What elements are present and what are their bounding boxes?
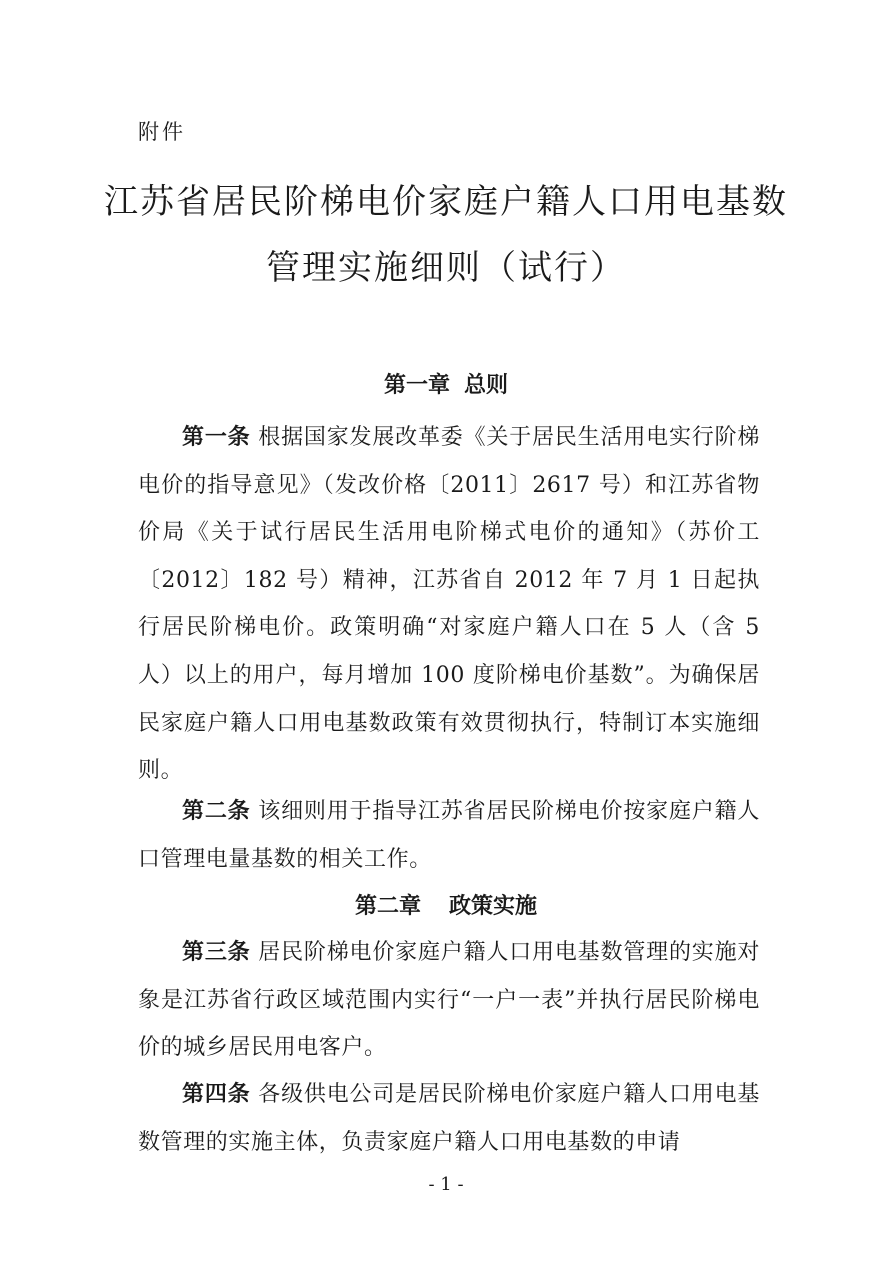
chapter-heading-2 [138,889,754,923]
article-3 [138,929,760,1072]
chapter-number: 第一章 [383,372,450,398]
document-title-line-2: 管理实施细则（试行） [266,248,626,288]
page-number: - 1 - [428,1174,464,1195]
article-text: 根据国家发展改革委《关于居民生活用电实行阶梯电价的指导意见》（发改价格〔2011〕2617 号）和江苏省物价局《关于试行居民生活用电阶梯式电价的通知》（苏价工〔2012〕182 号）精神，江苏省自 2012 年 7 月 1 日起执行居民阶梯电价。政策明确“对家庭户籍人口在 5 人（含 5 人）以上的用户，每月增加 100 度阶梯电价基数”。为确保居民家庭户籍人口用电基数政策有效贯彻执行，特制订本实施细则。 [138,425,760,784]
attachment-label: 附件 [138,120,186,144]
chapter-name: 总则 [464,372,509,398]
article-text: 该细则用于指导江苏省居民阶梯电价按家庭户籍人口管理电量基数的相关工作。 [138,799,760,872]
article-number: 第三条 [182,939,251,965]
article-text: 居民阶梯电价家庭户籍人口用电基数管理的实施对象是江苏省行政区域范围内实行“一户一表”并执行居民阶梯电价的城乡居民用电客户。 [138,940,760,1061]
article-4 [138,1071,760,1167]
article-text: 各级供电公司是居民阶梯电价家庭户籍人口用电基数管理的实施主体，负责家庭户籍人口用电基数的申请 [138,1082,760,1155]
article-number: 第四条 [182,1081,251,1107]
article-2 [138,788,760,883]
chapter-name: 政策实施 [449,893,538,919]
chapter-number: 第二章 [354,893,421,919]
article-1 [138,414,760,795]
article-number: 第一条 [182,424,251,450]
chapter-heading-1 [138,368,754,402]
document-title-line-1: 江苏省居民阶梯电价家庭户籍人口用电基数 [104,182,788,222]
article-number: 第二条 [182,798,251,824]
